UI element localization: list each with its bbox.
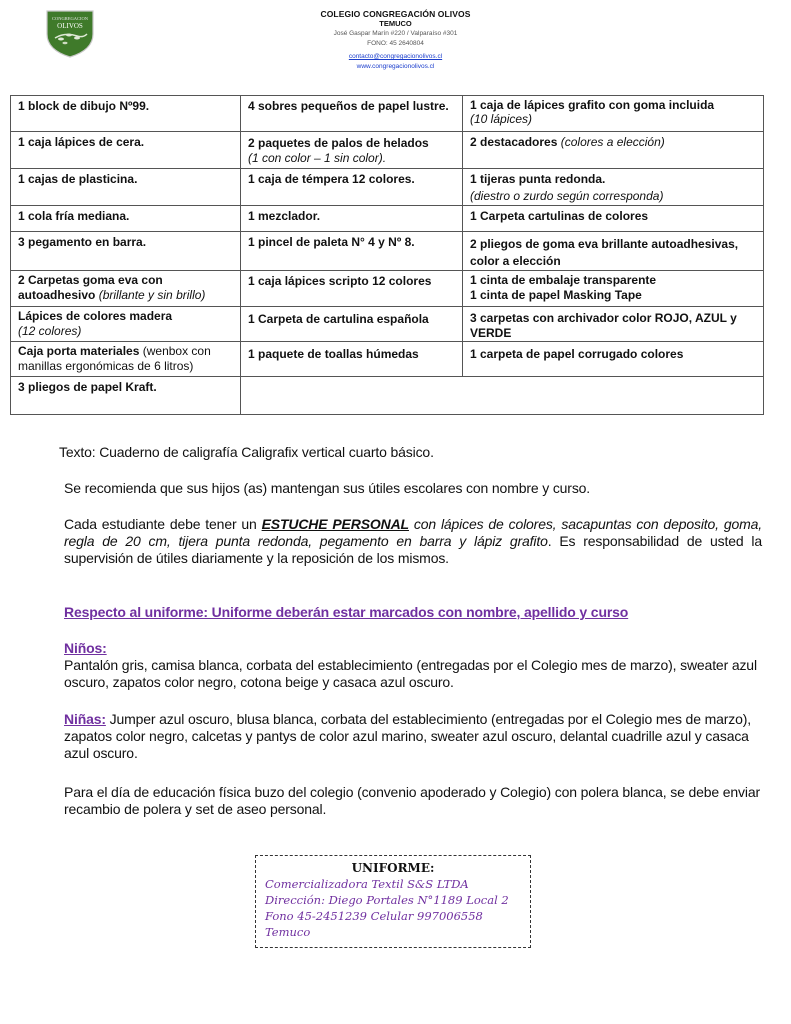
table-row	[11, 271, 764, 307]
table-cell: 1 cajas de plasticina.	[11, 169, 241, 206]
table-cell: 1 carpeta de papel corrugado colores	[463, 342, 764, 377]
table-row	[11, 96, 764, 132]
school-name: COLEGIO CONGREGACIÓN OLIVOS	[320, 9, 471, 19]
recommendation-note: Se recomienda que sus hijos (as) mantengan sus útiles escolares con nombre y curso.	[64, 480, 591, 496]
table-cell: 1 tijeras punta redonda. (diestro o zurdo según corresponda)	[463, 169, 764, 206]
physical-education-note: Para el día de educación física buzo del colegio (convenio apoderado y Colegio) con polera blanca, se debe enviar recambio de polera y set de aseo personal.	[64, 784, 760, 817]
table-cell: 4 sobres pequeños de papel lustre.	[241, 96, 463, 132]
table-cell: 1 paquete de toallas húmedas	[241, 342, 463, 377]
table-cell-empty	[241, 377, 764, 415]
boys-uniform-text: Pantalón gris, camisa blanca, corbata del establecimiento (entregadas por el Colegio mes de marzo), sweater azul oscuro, zapatos color negro, cotona beige y casaca azul oscuro.	[64, 657, 757, 690]
table-row	[11, 206, 764, 232]
table-row	[11, 307, 764, 342]
supplier-phones: Fono 45-2451239 Celular 997006558	[265, 909, 483, 923]
table-cell: 1 Carpeta de cartulina española	[241, 307, 463, 342]
table-cell: 3 pliegos de papel Kraft.	[11, 377, 241, 415]
girls-uniform-section	[64, 711, 762, 762]
pencil-case-paragraph: Cada estudiante debe tener un ESTUCHE PERSONAL con lápices de colores, sacapuntas con deposito, goma, regla de 20 cm, tijera punta redonda, pegamento en barra y lápiz grafito. Es responsabilidad de usted la supervisión de útiles diariamente y la reposición de los mismos.	[64, 516, 762, 566]
school-phone: FONO: 45 2640804	[367, 40, 424, 47]
table-cell: 1 pincel de paleta N° 4 y Nº 8.	[241, 232, 463, 271]
letterhead-text	[0, 9, 791, 72]
uniform-heading: Respecto al uniforme: Uniforme deberán estar marcados con nombre, apellido y curso	[64, 604, 629, 620]
girls-label: Niñas:	[64, 711, 106, 727]
letterhead	[0, 0, 791, 80]
table-cell: 1 cola fría mediana.	[11, 206, 241, 232]
svg-text:CONGREGACION: CONGREGACION	[52, 16, 88, 21]
girls-uniform-text: Jumper azul oscuro, blusa blanca, corbata del establecimiento (entregadas por el Colegio mes de marzo), zapatos color negro, calcetas y pantys de color azul marino, sweater azul oscuro, delantal cuadrille azul y casaca azul oscuro.	[64, 711, 751, 761]
table-cell: 1 block de dibujo Nº99.	[11, 96, 241, 132]
table-row	[11, 132, 764, 169]
table-cell: 1 caja lápices de cera.	[11, 132, 241, 169]
svg-text:OLIVOS: OLIVOS	[57, 22, 83, 30]
table-cell: 1 Carpeta cartulinas de colores	[463, 206, 764, 232]
table-cell: 1 mezclador.	[241, 206, 463, 232]
table-row	[11, 377, 764, 415]
table-cell: 1 caja lápices scripto 12 colores	[241, 271, 463, 307]
textbook-note: Texto: Cuaderno de caligrafía Caligrafix vertical cuarto básico.	[59, 444, 434, 460]
table-row	[11, 342, 764, 377]
supplier-city: Temuco	[265, 925, 311, 939]
table-cell: 3 carpetas con archivador color ROJO, AZUL y VERDE	[463, 307, 764, 342]
table-row	[11, 232, 764, 271]
pencil-case-emphasis: ESTUCHE PERSONAL	[261, 516, 409, 532]
table-cell: 1 cinta de embalaje transparente 1 cinta de papel Masking Tape	[463, 271, 764, 307]
table-cell: 2 Carpetas goma eva con autoadhesivo (brillante y sin brillo)	[11, 271, 241, 307]
table-cell: 2 paquetes de palos de helados (1 con color – 1 sin color).	[241, 132, 463, 169]
table-cell: Caja porta materiales (wenbox con manillas ergonómicas de 6 litros)	[11, 342, 241, 377]
supplies-table	[10, 95, 764, 415]
table-row	[11, 169, 764, 206]
supplier-name: Comercializadora Textil S&S LTDA	[265, 877, 469, 891]
uniform-supplier-box	[255, 855, 531, 948]
school-city: TEMUCO	[379, 19, 412, 28]
table-cell: 1 caja de lápices grafito con goma incluida (10 lápices)	[463, 96, 764, 132]
table-cell: Lápices de colores madera (12 colores)	[11, 307, 241, 342]
table-cell: 1 caja de témpera 12 colores.	[241, 169, 463, 206]
boys-label: Niños:	[64, 640, 107, 656]
school-address: José Gaspar Marín #220 / Valparaíso #301	[333, 30, 458, 37]
uniform-box-title: UNIFORME:	[351, 861, 435, 875]
boys-uniform-section	[64, 640, 764, 691]
school-website-link[interactable]: www.congregacionolivos.cl	[356, 63, 435, 70]
table-cell: 2 pliegos de goma eva brillante autoadhesivas, color a elección	[463, 232, 764, 271]
school-email-link[interactable]: contacto@congregacionolivos.cl	[348, 53, 443, 60]
table-cell: 3 pegamento en barra.	[11, 232, 241, 271]
supplier-address: Dirección: Diego Portales N°1189 Local 2	[265, 893, 509, 907]
table-cell: 2 destacadores (colores a elección)	[463, 132, 764, 169]
